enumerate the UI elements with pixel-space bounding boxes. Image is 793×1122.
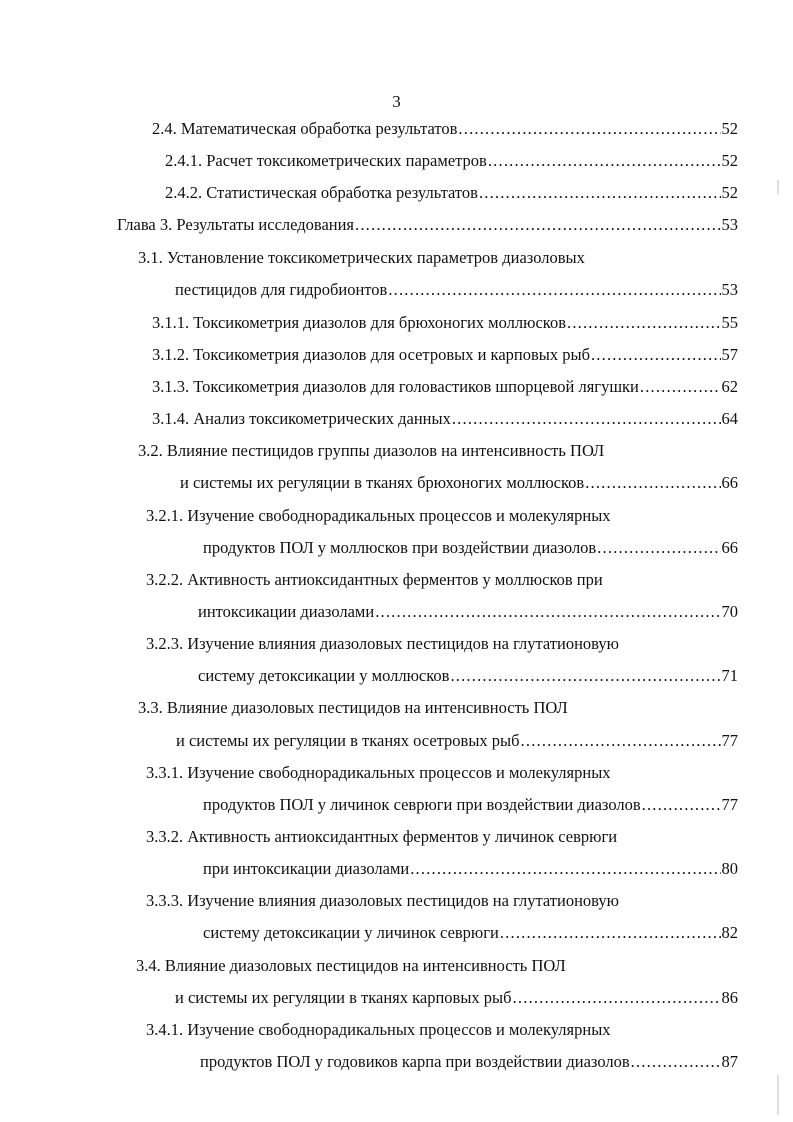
toc-entry-page: 64 [721, 409, 738, 428]
toc-entry-3-1-3[interactable] [152, 377, 738, 397]
toc-entry-title: и системы их регуляции в тканях брюхоногих моллюсков [180, 473, 585, 492]
toc-entry-title: 2.4. Математическая обработка результатов [152, 119, 458, 138]
toc-entry-page: 53 [721, 280, 738, 299]
leader-dots [450, 666, 720, 686]
toc-entry-page: 70 [721, 602, 738, 621]
toc-entry-title: пестицидов для гидробионтов [175, 280, 388, 299]
toc-entry-3-3[interactable] [176, 731, 738, 751]
toc-entry-3-2-2[interactable] [198, 602, 738, 622]
toc-entry-3-1-1[interactable] [152, 313, 738, 333]
leader-dots [585, 473, 720, 493]
scan-edge-mark [777, 180, 779, 194]
toc-entry-page: 87 [721, 1052, 738, 1071]
toc-entry-2-4-2[interactable] [165, 183, 738, 203]
toc-entry-page: 77 [721, 795, 738, 814]
toc-entry-chapter-3[interactable] [117, 215, 738, 235]
toc-entry-3-2-3-title-line1: 3.2.3. Изучение влияния диазоловых пестицидов на глутатионовую [146, 634, 619, 653]
toc-entry-3-3-2-title-line1: 3.3.2. Активность антиоксидантных ферментов у личинок севрюги [146, 827, 618, 846]
toc-entry-title: 3.1.1. Токсикометрия диазолов для брюхоногих моллюсков [152, 313, 566, 332]
leader-dots [410, 859, 720, 879]
toc-entry-3-4-1-title-line1: 3.4.1. Изучение свободнорадикальных процессов и молекулярных [146, 1020, 611, 1039]
toc-entry-3-3-2[interactable] [203, 859, 738, 879]
toc-entry-3-1[interactable] [175, 280, 738, 300]
toc-entry-page: 55 [721, 313, 738, 332]
leader-dots [567, 313, 721, 333]
toc-entry-3-1-4[interactable] [152, 409, 738, 429]
leader-dots [488, 151, 721, 171]
toc-entry-3-2-3[interactable] [198, 666, 738, 686]
toc-entry-page: 86 [721, 988, 738, 1007]
toc-entry-title: 2.4.2. Статистическая обработка результатов [165, 183, 478, 202]
toc-entry-page: 77 [721, 731, 738, 750]
toc-entry-3-2-1-title-line1: 3.2.1. Изучение свободнорадикальных процессов и молекулярных [146, 506, 611, 525]
toc-entry-3-3-1-title-line1: 3.3.1. Изучение свободнорадикальных процессов и молекулярных [146, 763, 611, 782]
leader-dots [452, 409, 721, 429]
toc-entry-page: 62 [721, 377, 738, 396]
toc-entry-page: 82 [721, 923, 738, 942]
toc-entry-title: продуктов ПОЛ у годовиков карпа при воздействии диазолов [200, 1052, 630, 1071]
toc-entry-title: и системы их регуляции в тканях осетровых рыб [176, 731, 520, 750]
leader-dots [591, 345, 721, 365]
leader-dots [479, 183, 721, 203]
leader-dots [642, 795, 721, 815]
toc-entry-page: 66 [721, 473, 738, 492]
leader-dots [500, 923, 721, 943]
leader-dots [631, 1052, 721, 1072]
toc-entry-3-4-title-line1: 3.4. Влияние диазоловых пестицидов на интенсивность ПОЛ [136, 956, 566, 975]
toc-entry-title: 3.1.3. Токсикометрия диазолов для головастиков шпорцевой лягушки [152, 377, 639, 396]
toc-entry-3-4[interactable] [175, 988, 738, 1008]
toc-entry-page: 66 [721, 538, 738, 557]
toc-entry-title: при интоксикации диазолами [203, 859, 410, 878]
toc-entry-title: Глава 3. Результаты исследования [117, 215, 355, 234]
toc-entry-3-1-2[interactable] [152, 345, 738, 365]
scan-edge-mark [777, 1075, 779, 1115]
toc-entry-title: 2.4.1. Расчет токсикометрических параметров [165, 151, 487, 170]
leader-dots [513, 988, 721, 1008]
toc-entry-2-4[interactable] [152, 119, 738, 139]
toc-entry-3-2-title-line1: 3.2. Влияние пестицидов группы диазолов на интенсивность ПОЛ [138, 441, 605, 460]
toc-entry-3-3-3-title-line1: 3.3.3. Изучение влияния диазоловых пестицидов на глутатионовую [146, 891, 619, 910]
toc-entry-title: продуктов ПОЛ у личинок севрюги при воздействии диазолов [203, 795, 641, 814]
page-number: 3 [392, 92, 401, 111]
toc-entry-page: 53 [721, 215, 738, 234]
leader-dots [375, 602, 720, 622]
toc-entry-title: систему детоксикации у личинок севрюги [203, 923, 499, 942]
toc-entry-3-2-1[interactable] [203, 538, 738, 558]
toc-entry-3-3-3[interactable] [203, 923, 738, 943]
toc-entry-3-2-2-title-line1: 3.2.2. Активность антиоксидантных ферментов у моллюсков при [146, 570, 603, 589]
toc-entry-page: 52 [721, 183, 738, 202]
toc-entry-page: 80 [721, 859, 738, 878]
toc-entry-title: и системы их регуляции в тканях карповых рыб [175, 988, 512, 1007]
toc-entry-3-4-1[interactable] [200, 1052, 738, 1072]
toc-entry-page: 57 [721, 345, 738, 364]
toc-entry-3-2[interactable] [180, 473, 738, 493]
leader-dots [597, 538, 720, 558]
leader-dots [388, 280, 720, 300]
toc-entry-title: систему детоксикации у моллюсков [198, 666, 450, 685]
toc-entry-title: 3.1.4. Анализ токсикометрических данных [152, 409, 451, 428]
toc-entry-3-1-title-line1: 3.1. Установление токсикометрических параметров диазоловых [138, 248, 585, 267]
toc-entry-title: продуктов ПОЛ у моллюсков при воздействии диазолов [203, 538, 597, 557]
leader-dots [521, 731, 721, 751]
toc-entry-page: 71 [721, 666, 738, 685]
toc-entry-3-3-title-line1: 3.3. Влияние диазоловых пестицидов на интенсивность ПОЛ [138, 698, 568, 717]
toc-entry-3-3-1[interactable] [203, 795, 738, 815]
leader-dots [640, 377, 721, 397]
leader-dots [458, 119, 720, 139]
toc-entry-page: 52 [721, 151, 738, 170]
toc-entry-2-4-1[interactable] [165, 151, 738, 171]
toc-entry-page: 52 [721, 119, 738, 138]
leader-dots [355, 215, 720, 235]
toc-entry-title: интоксикации диазолами [198, 602, 375, 621]
toc-entry-title: 3.1.2. Токсикометрия диазолов для осетровых и карповых рыб [152, 345, 590, 364]
